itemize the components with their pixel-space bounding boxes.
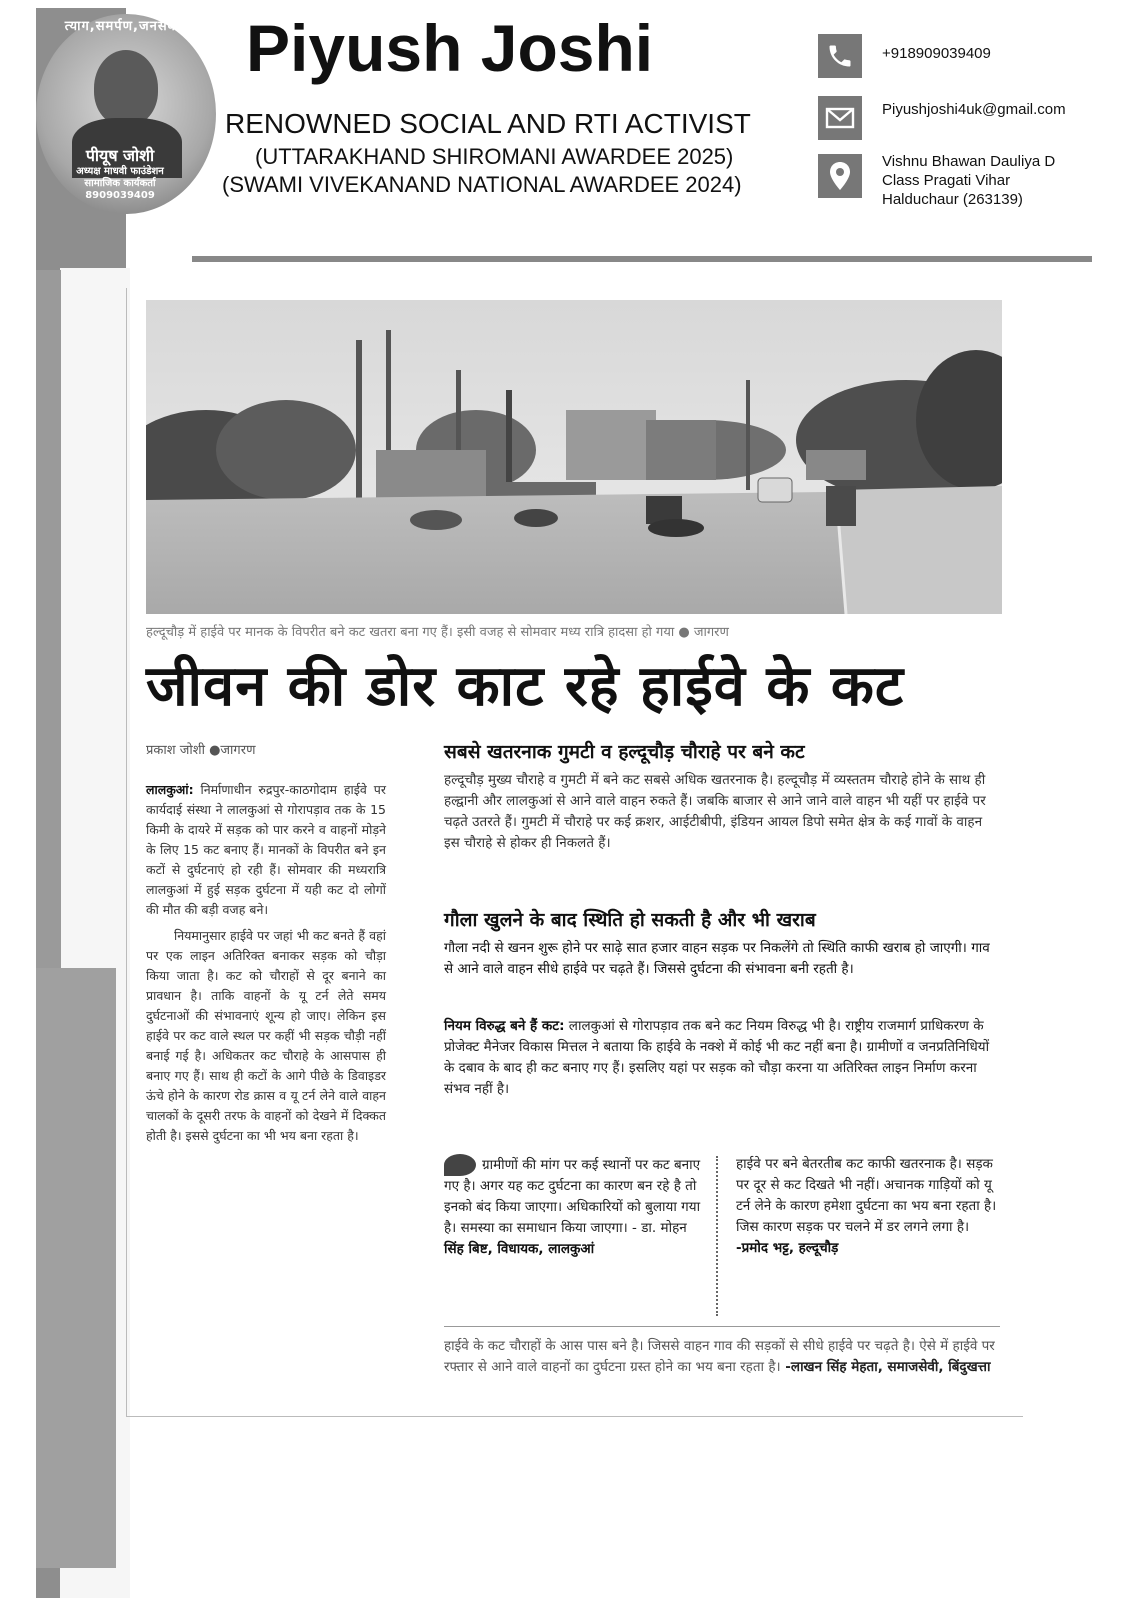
article-byline: प्रकाश जोशी ●जागरण (146, 743, 256, 758)
address-line-3: Halduchaur (263139) (882, 191, 1023, 208)
left-paragraph-1 (146, 780, 386, 920)
contact-address (882, 152, 1055, 209)
quote-3-author: -लाखन सिंह मेहता, समाजसेवी, बिंदुखत्ता (780, 1359, 991, 1375)
avatar-role-1: अध्यक्ष माधवी फाउंडेशन (76, 166, 164, 177)
subhead-2: गौला खुलने के बाद स्थिति हो सकती है और भी खराब (444, 909, 816, 931)
quote-2 (736, 1154, 998, 1259)
left-paragraph-2: नियमानुसार हाईवे पर जहां भी कट बनते हैं वहां पर एक लाइन अतिरिक्त बनाकर सड़क को चौड़ा किया जाता है। कट को चौराहों से दूर बनाने का प्रावधान है। ताकि वाहनों के यू टर्न लेते समय दुर्घटनाओं की संभावनाएं शून्य हो जाए। लेकिन इस हाईवे पर कट वाले स्थल पर कहीं भी सड़क चौड़ी नहीं बनाई गई है। अधिकतर कट चौराहे के आसपास ही बनाए गए हैं। साथ ही कटों के आगे पीछे के डिवाइडर ऊंचे होने के कारण रोड क्रास व यू टर्न लेने वाले वाहन चालकों के दूसरी तरफ के वाहनों को देखने में दिक्कत होती है। इससे दुर्घटना का भी भय बना रहता है। (146, 928, 386, 1143)
avatar-role-2: सामाजिक कार्यकर्ता (84, 178, 156, 189)
paragraph-3-text: लालकुआं से गोरापड़ाव तक बने कट नियम विरुद्ध भी है। राष्ट्रीय राजमार्ग प्राधिकरण के प्रोजेक्ट मैनेजर विकास मित्तल ने बताया कि हाईवे के नक्शे में कोई भी कट नहीं बना है। ग्रामीणों व जनप्रतिनिधियों के दबाव के बाद ही कट बनाए गए हैं। इसलिए यहां पर सड़क को चौड़ा करना या अतिरिक्त लाइन निर्माण करना संभव नहीं है। (444, 1018, 990, 1097)
left-column (146, 780, 386, 1152)
page-title: Piyush Joshi (246, 11, 654, 85)
header-divider (192, 256, 1092, 262)
avatar-roles (54, 166, 186, 202)
subhead-1: सबसे खतरनाक गुमटी व हल्दूचौड़ चौराहे पर बने कट (444, 741, 805, 763)
award-line-1: (UTTARAKHAND SHIROMANI AWARDEE 2025) (255, 144, 734, 169)
photo-caption: हल्दूचौड़ में हाईवे पर मानक के विपरीत बने कट खतरा बना गए हैं। इसी वजह से सोमवार मध्य रात्रि हादसा हो गया ● जागरण (146, 625, 729, 640)
quote-2-author: -प्रमोद भट्ट, हल्दूचौड़ (736, 1240, 839, 1256)
quote-1-text: ग्रामीणों की मांग पर कई स्थानों पर कट बनाए गए है। अगर यह कट दुर्घटना का कारण बन रहे है तो इनको बंद किया जाएगा। अधिकारियों को बुलाया गया है। समस्या का समाधान किया जाएगा। - डा. मोहन (444, 1157, 701, 1236)
quote-1 (444, 1154, 704, 1260)
address-line-2: Class Pragati Vihar (882, 172, 1011, 189)
contact-phone[interactable]: +918909039409 (882, 45, 991, 62)
contact-email[interactable]: Piyushjoshi4uk@gmail.com (882, 101, 1066, 118)
avatar-name: पीयूष जोशी (85, 146, 155, 165)
award-line-2: (SWAMI VIVEKANAND NATIONAL AWARDEE 2024) (222, 172, 742, 197)
quote-1-author: सिंह बिष्ट, विधायक, लालकुआं (444, 1241, 595, 1257)
article-photo (146, 300, 1002, 614)
avatar-arc-text: त्याग,समर्पण,जनसेवा (64, 19, 180, 34)
left-paragraph-1-text: निर्माणाधीन रुद्रपुर-काठगोदाम हाईवे पर कार्यदाई संस्था ने लालकुआं से गोरापड़ाव तक के 15 किमी के दायरे में सड़क को पार करने व वाहनों मोड़ने के लिए 15 कट बनाए हैं। मानकों के विपरीत बने इन कटों से दुर्घटनाएं हो रही हैं। सोमवार की मध्यरात्रि लालकुआं में हुई सड़क दुर्घटना में यही कट दो लोगों की मौत की बड़ी वजह बने। (146, 782, 386, 917)
left-decor-strip (36, 270, 61, 970)
avatar-face (94, 50, 158, 126)
left-decor-bar-bottom (36, 968, 116, 1568)
quote-3 (444, 1336, 1000, 1378)
address-line-1: Vishnu Bhawan Dauliya D (882, 153, 1056, 170)
quote-2-text: हाईवे पर बने बेतरतीब कट काफी खतरनाक है। सड़क पर दूर से कट दिखते भी नहीं। अचानक गाड़ियों को यू टर्न लेने के कारण हमेशा दुर्घटना का भय बना रहता है। जिस कारण सड़क पर चलने में डर लगने लगा है। (736, 1156, 997, 1235)
phone-icon (818, 34, 862, 78)
paragraph-3 (444, 1016, 1000, 1100)
paragraph-1: हल्दूचौड़ मुख्य चौराहे व गुमटी में बने कट सबसे अधिक खतरनाक है। हल्दूचौड़ में व्यस्ततम चौराहे होने के साथ ही हल्द्वानी और लालकुआं से आने वाले वाहन रुकते हैं। जबकि बाजार से आने जाने वाले वाहन भी यहीं पर हाईवे पर चढ़ते उतरते हैं। गुमटी में चौराहे पर कई क्रशर, आईटीबीपी, इंडियन आयल डिपो समेत क्षेत्र के कई गावों के वाहन इस चौराहे से होकर ही निकलते हैं। (444, 772, 986, 851)
dateline: लालकुआं: (146, 782, 194, 797)
article-headline: जीवन की डोर काट रहे हाईवे के कट (146, 654, 905, 719)
mail-icon (818, 96, 862, 140)
avatar-phone: 8909039409 (85, 190, 155, 201)
location-icon (818, 154, 862, 198)
quote-3-text: हाईवे के कट चौराहों के आस पास बने है। जिससे वाहन गाव की सड़कों से सीधे हाईवे पर चढ़ते है। ऐसे में हाईवे पर रफ्तार से आने वाले वाहनों का दुर्घटना ग्रस्त होने का भय बना रहता है। (444, 1338, 995, 1375)
paragraph-3-lead: नियम विरुद्ध बने हैं कट: (444, 1018, 565, 1034)
paragraph-2: गौला नदी से खनन शुरू होने पर साढ़े सात हजार वाहन सड़क पर निकलेंगे तो स्थिति काफी खराब हो जाएगी। गाव से आने वाले वाहन सीधे हाईवे पर चढ़ते हैं। जिससे दुर्घटना की संभावना बनी रहती है। (444, 940, 990, 977)
quote-mark-icon (444, 1154, 476, 1176)
subtitle: RENOWNED SOCIAL AND RTI ACTIVIST (225, 108, 751, 139)
quote-separator (444, 1326, 1000, 1327)
quote-divider (716, 1156, 718, 1316)
